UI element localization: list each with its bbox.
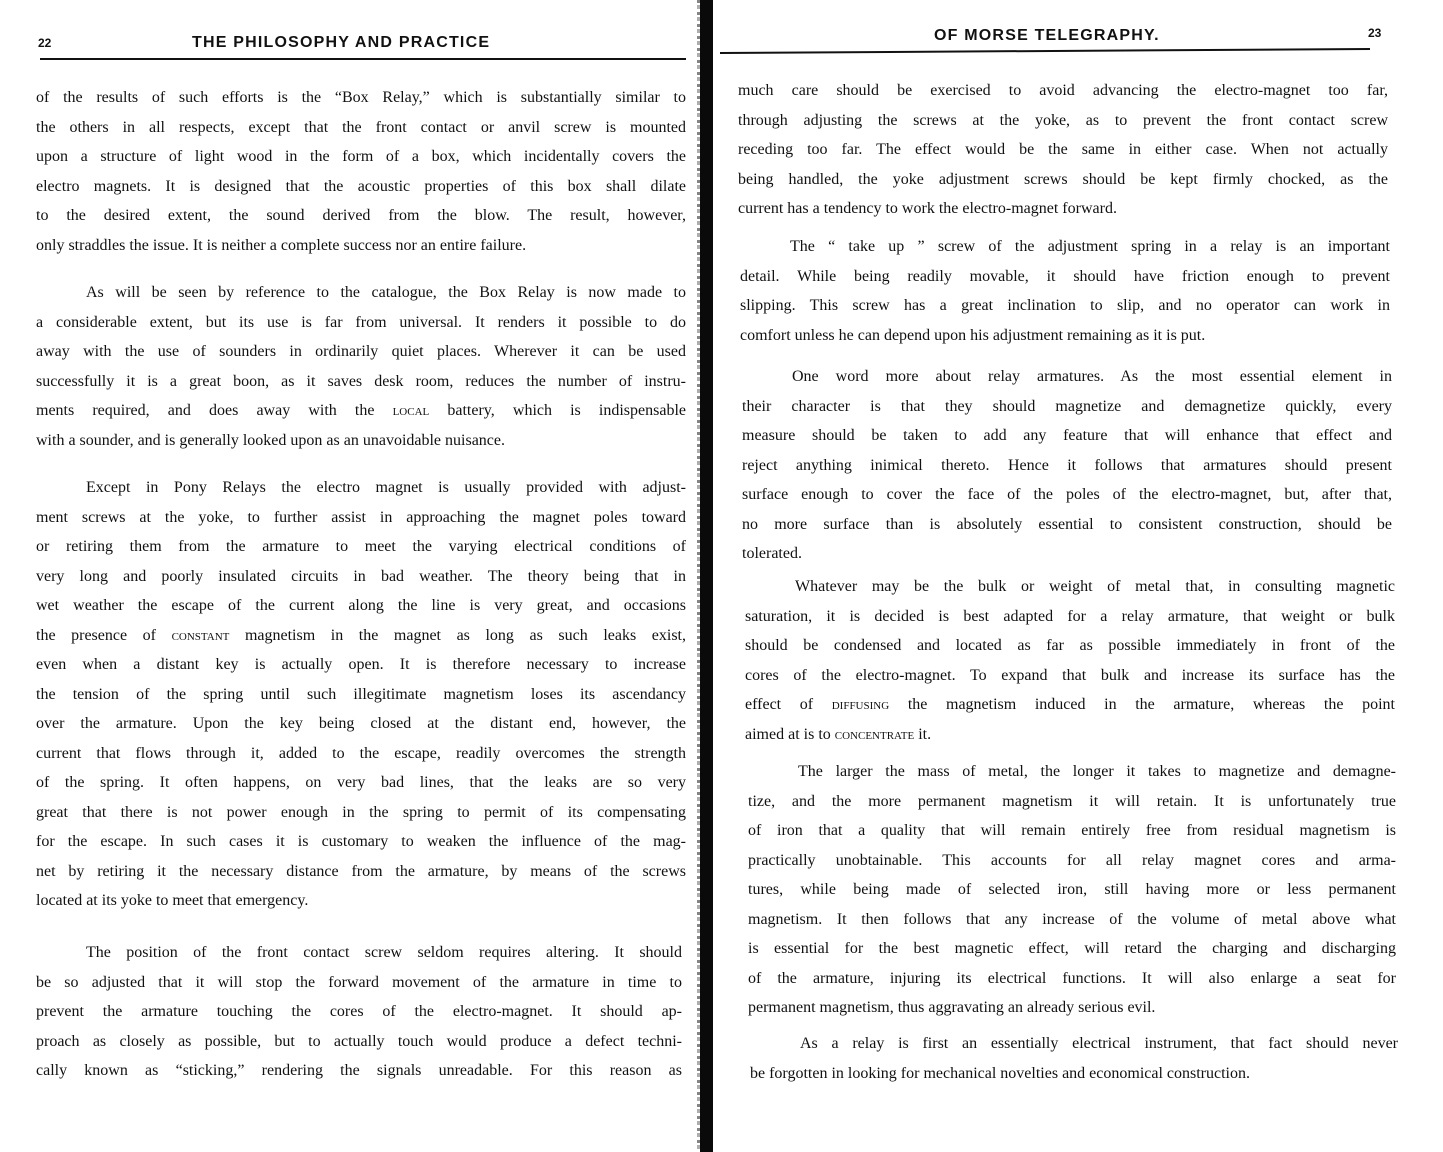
- text-line: measure should be taken to add any feature that will enhance that effect and: [742, 427, 1392, 444]
- text-line: away with the use of sounders in ordinarily quiet places. Wherever it can be used: [36, 343, 686, 360]
- text-line: net by retiring it the necessary distance from the armature, by means of the screws: [36, 862, 686, 880]
- text-line: comfort unless he can depend upon his adjustment remaining as it is put.: [740, 326, 1206, 344]
- text-line: of iron that a quality that will remain entirely free from residual magnetism is: [748, 822, 1396, 839]
- text-line: The “ take up ” screw of the adjustment spring in a relay is an important: [790, 238, 1390, 255]
- text-line: magnetism. It then follows that any increase of the volume of metal above what: [748, 910, 1396, 928]
- paragraph: [742, 362, 1392, 569]
- text-line: through adjusting the screws at the yoke, as to prevent the front contact screw: [738, 111, 1388, 129]
- text-line: is essential for the best magnetic effect, will retard the charging and discharging: [748, 940, 1396, 957]
- text-line: prevent the armature touching the cores of the electro-magnet. It should ap-: [36, 1003, 682, 1020]
- text-line: As will be seen by reference to the catalogue, the Box Relay is now made to: [86, 284, 686, 301]
- text-line: saturation, it is decided is best adapted for a relay armature, that weight or bulk: [745, 607, 1395, 625]
- text-line: being handled, the yoke adjustment screws should be kept firmly chocked, as the: [738, 170, 1388, 188]
- text-line: the presence of constant magnetism in the magnet as long as such leaks exist,: [36, 626, 686, 644]
- text-line: Whatever may be the bulk or weight of metal that, in consulting magnetic: [795, 578, 1395, 595]
- header-rule: [720, 48, 1370, 54]
- text-line: tures, while being made of selected iron, still having more or less permanent: [748, 881, 1396, 898]
- text-line: should be condensed and located as far as possible immediately in front of the: [745, 637, 1395, 654]
- small-caps-word: diffusing: [831, 696, 890, 713]
- text-line: practically unobtainable. This accounts for all relay magnet cores and arma-: [748, 851, 1396, 869]
- paragraph: [36, 938, 682, 1086]
- text-line: reject anything inimical thereto. Hence it follows that armatures should present: [742, 456, 1392, 474]
- text-line: upon a structure of light wood in the form of a box, which incidentally covers the: [36, 148, 686, 165]
- text-line: One word more about relay armatures. As the most essential element in: [792, 368, 1392, 385]
- page-number: 23: [1368, 26, 1382, 40]
- text-line: receding too far. The effect would be the same in either case. When not actually: [738, 141, 1388, 158]
- text-line: cores of the electro-magnet. To expand that bulk and increase its surface has the: [745, 666, 1395, 684]
- text-line: surface enough to cover the face of the poles of the electro-magnet, but, after that,: [742, 486, 1392, 503]
- running-head: OF MORSE TELEGRAPHY.: [934, 27, 1160, 44]
- text-line: current has a tendency to work the electro-magnet forward.: [738, 200, 1117, 217]
- paragraph: [36, 278, 686, 455]
- text-line: of the spring. It often happens, on very bad lines, that the leaks are so very: [36, 774, 686, 791]
- text-line: over the armature. Upon the key being closed at the distant end, however, the: [36, 715, 686, 732]
- text-line: As a relay is first an essentially electrical instrument, that fact should never: [800, 1035, 1398, 1052]
- text-line: electro magnets. It is designed that the acoustic properties of this box shall dilate: [36, 177, 686, 195]
- small-caps-word: constant: [171, 626, 230, 644]
- text-line: Except in Pony Relays the electro magnet is usually provided with adjust-: [86, 479, 686, 496]
- paragraph: [745, 572, 1395, 749]
- text-line: the others in all respects, except that the front contact or anvil screw is mounted: [36, 118, 686, 136]
- text-line: be so adjusted that it will stop the forward movement of the armature in time to: [36, 973, 682, 991]
- text-line: be forgotten in looking for mechanical novelties and economical construction.: [750, 1064, 1250, 1082]
- text-line: to the desired extent, the sound derived from the blow. The result, however,: [36, 207, 686, 224]
- text-line: their character is that they should magnetize and demagnetize quickly, every: [742, 397, 1392, 415]
- text-line: detail. While being readily movable, it should have friction enough to prevent: [740, 267, 1390, 285]
- header-rule: [40, 58, 686, 60]
- text-line: current that flows through it, added to the escape, readily overcomes the strength: [36, 744, 686, 762]
- running-head: THE PHILOSOPHY AND PRACTICE: [192, 34, 491, 51]
- paragraph: [36, 473, 686, 916]
- paragraph: [748, 757, 1396, 1023]
- text-line: ments required, and does away with the local battery, which is indispensable: [36, 402, 686, 419]
- text-line: great that there is not power enough in the spring to permit of its compensating: [36, 803, 686, 821]
- text-line: The position of the front contact screw seldom requires altering. It should: [86, 944, 682, 961]
- text-line: a considerable extent, but its use is far from universal. It renders it possible to do: [36, 313, 686, 331]
- text-line: successfully it is a great boon, as it saves desk room, reduces the number of instru-: [36, 372, 686, 390]
- text-line: wet weather the escape of the current along the line is very great, and occasions: [36, 597, 686, 614]
- small-caps-word: local: [392, 402, 430, 419]
- text-line: tolerated.: [742, 545, 802, 562]
- text-line: cally known as “sticking,” rendering the signals unreadable. For this reason as: [36, 1062, 682, 1079]
- paragraph: [750, 1029, 1398, 1088]
- text-line: ment screws at the yoke, to further assist in approaching the magnet poles toward: [36, 508, 686, 526]
- text-line: the tension of the spring until such illegitimate magnetism loses its ascendancy: [36, 685, 686, 703]
- text-line: proach as closely as possible, but to actually touch would produce a defect techni-: [36, 1032, 682, 1050]
- paragraph: [738, 76, 1388, 224]
- text-line: of the results of such efforts is the “Box Relay,” which is substantially similar to: [36, 89, 686, 106]
- text-line: no more surface than is absolutely essential to consistent construction, should be: [742, 515, 1392, 533]
- paragraph: [740, 232, 1390, 350]
- text-line: The larger the mass of metal, the longer it takes to magnetize and demagne-: [798, 763, 1396, 780]
- text-line: tize, and the more permanent magnetism it will retain. It is unfortunately true: [748, 792, 1396, 810]
- text-line: of the armature, injuring its electrical functions. It will also enlarge a seat for: [748, 969, 1396, 987]
- text-line: only straddles the issue. It is neither a complete success nor an entire failure.: [36, 236, 527, 254]
- text-line: much care should be exercised to avoid advancing the electro-magnet too far,: [738, 82, 1388, 99]
- text-line: effect of diffusing the magnetism induced in the armature, whereas the point: [745, 696, 1395, 713]
- text-line: for the escape. In such cases it is customary to weaken the influence of the mag-: [36, 833, 686, 850]
- right-page: [712, 0, 1443, 1152]
- paragraph: [36, 83, 686, 260]
- left-page: [0, 0, 700, 1152]
- text-line: slipping. This screw has a great inclination to slip, and no operator can work in: [740, 297, 1390, 314]
- text-line: with a sounder, and is generally looked upon as an unavoidable nuisance.: [36, 431, 506, 449]
- text-line: or retiring them from the armature to meet the varying electrical conditions of: [36, 538, 686, 555]
- text-line: even when a distant key is actually open. It is therefore necessary to increase: [36, 656, 686, 673]
- page-number: 22: [38, 36, 52, 50]
- text-line: located at its yoke to meet that emergency.: [36, 892, 309, 909]
- small-caps-word: concentrate: [834, 725, 915, 743]
- text-line: aimed at is to concentrate it.: [745, 725, 932, 743]
- text-line: very long and poorly insulated circuits in bad weather. The theory being that in: [36, 567, 686, 585]
- text-line: permanent magnetism, thus aggravating an already serious evil.: [748, 999, 1156, 1016]
